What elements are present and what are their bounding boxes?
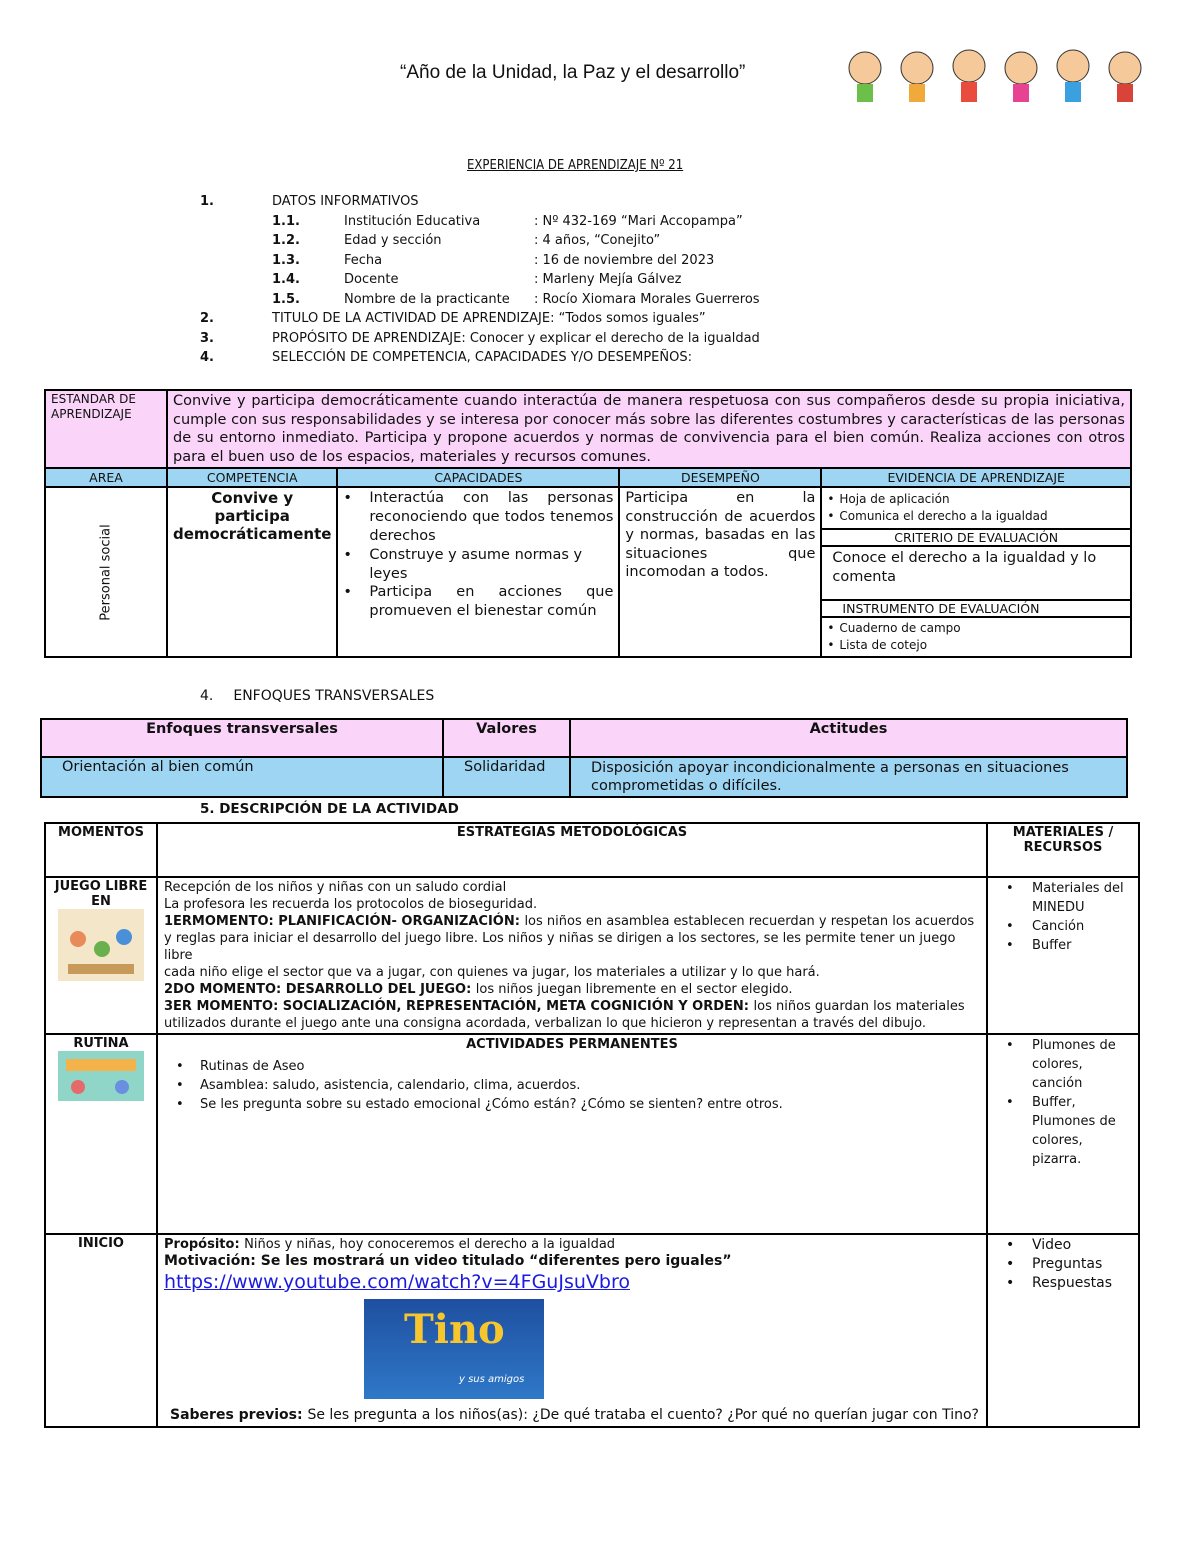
moment-2-text: los niños juegan libremente en el sector elegido. xyxy=(475,982,793,997)
item-value: : Nº 432-169 “Mari Accopampa” xyxy=(534,213,743,229)
capacidad-item: • Interactúa con las personas reconociendo que todos tenemos derechos xyxy=(343,489,613,546)
inicio-row xyxy=(45,1234,1139,1427)
item-number: 1.2. xyxy=(272,233,300,248)
moment-label: INICIO xyxy=(45,1234,157,1427)
item-value: : Rocío Xiomara Morales Guerreros xyxy=(534,291,760,307)
header-materiales: MATERIALES / RECURSOS xyxy=(987,823,1139,877)
desempeno-cell: Participa en la construcción de acuerdos y normas, basadas en las situaciones que incomodan a todos. xyxy=(619,487,821,657)
moment-cell xyxy=(45,877,157,1034)
year-motto: “Año de la Unidad, la Paz y el desarrollo” xyxy=(400,62,746,83)
motivacion-text: Motivación: Se les mostrará un video titulado “diferentes pero iguales” xyxy=(164,1253,732,1269)
evidencia-item: • Comunica el derecho a la igualdad xyxy=(827,508,1125,525)
capacidades-cell xyxy=(337,487,619,657)
materials-cell xyxy=(987,1234,1139,1427)
section-text: PROPÓSITO DE APRENDIZAJE: Conocer y explicar el derecho de la igualdad xyxy=(272,330,760,346)
section-number: 4. xyxy=(200,688,214,704)
moment-1-text: los niños en asamblea establecen recuerdan y respetan los acuerdos y reglas para iniciar el desarrollo del juego libre. Los niños y niñas se dirigen a los sectores, se les permite tener un juego libre xyxy=(164,914,975,963)
item-label: Institución Educativa xyxy=(344,213,481,229)
experience-title: EXPERIENCIA DE APRENDIZAJE Nº 21 xyxy=(467,158,684,173)
strategy-line: La profesora les recuerda los protocolos de bioseguridad. xyxy=(164,897,538,912)
rutina-row xyxy=(45,1034,1139,1234)
competencia-cell: Convive y participa democráticamente xyxy=(167,487,337,657)
enfoques-table xyxy=(40,718,1128,798)
video-thumbnail[interactable] xyxy=(364,1299,544,1399)
instrumento-label: INSTRUMENTO DE EVALUACIÓN xyxy=(822,599,1130,618)
standard-text: Convive y participa democráticamente cuando interactúa de manera respetuosa con sus compañeros desde su propia iniciativa, cumple con sus responsabilidades y se interesa por conocer más sobre las diferentes costumbres y características de las personas de su entorno inmediato. Participa y propone acuerdos y normas de convivencia para el bien común. Realiza acciones con otros para el buen uso de los espacios, materiales y recursos comunes. xyxy=(167,390,1131,468)
moment-label: RUTINA xyxy=(73,1036,129,1051)
material-item: • Preguntas xyxy=(1006,1255,1132,1274)
standard-label: ESTANDAR DE APRENDIZAJE xyxy=(45,390,167,468)
descripcion-table xyxy=(44,822,1140,1428)
header-competencia: COMPETENCIA xyxy=(167,468,337,487)
estrategias-cell xyxy=(157,1034,987,1234)
section-number: 3. xyxy=(200,330,214,346)
play-illustration xyxy=(58,909,144,981)
proposito-title: Propósito: xyxy=(164,1237,245,1252)
capacidad-item: • Construye y asume normas y leyes xyxy=(343,546,613,583)
children-illustration xyxy=(835,40,1155,118)
moment-1-tail: cada niño elige el sector que va a jugar, con quienes va jugar, los materiales a utilizar y lo que hará. xyxy=(164,965,820,980)
section-text: SELECCIÓN DE COMPETENCIA, CAPACIDADES Y/O DESEMPEÑOS: xyxy=(272,350,692,365)
item-number: 1.4. xyxy=(272,272,300,287)
material-item: • Buffer, Plumones de colores, pizarra. xyxy=(1006,1093,1132,1169)
standard-row xyxy=(45,390,1131,468)
routine-illustration xyxy=(58,1051,144,1101)
header-desempeno: DESEMPEÑO xyxy=(619,468,821,487)
criterio-text: Conoce el derecho a la igualdad y lo comenta xyxy=(832,550,1097,585)
section-number: 2. xyxy=(200,311,214,326)
moment-3-title: 3ER MOMENTO: SOCIALIZACIÓN, REPRESENTACIÓN, META COGNICIÓN Y ORDEN: xyxy=(164,999,754,1014)
item-label: Fecha xyxy=(344,252,383,268)
actitud-cell: Disposición apoyar incondicionalmente a personas en situaciones comprometidas o difíciles. xyxy=(570,757,1127,797)
header-enfoques: Enfoques transversales xyxy=(41,719,443,757)
saberes-title: Saberes previos: xyxy=(170,1407,308,1423)
rutina-item: • Asamblea: saludo, asistencia, calendario, clima, acuerdos. xyxy=(176,1076,980,1095)
item-number: 1.5. xyxy=(272,291,300,307)
enfoques-heading xyxy=(200,688,434,704)
estrategias-cell xyxy=(157,877,987,1034)
competence-table xyxy=(44,389,1132,658)
material-item: • Video xyxy=(1006,1236,1132,1255)
descripcion-header xyxy=(45,823,1139,877)
moment-label: JUEGO LIBRE EN xyxy=(54,879,148,909)
item-number: 1.3. xyxy=(272,252,300,268)
item-value: : 4 años, “Conejito” xyxy=(534,233,661,248)
moment-2-title: 2DO MOMENTO: DESARROLLO DEL JUEGO: xyxy=(164,982,476,997)
saberes-text: Se les pregunta a los niños(as): ¿De qué trataba el cuento? ¿Por qué no querían jugar con Tino? xyxy=(307,1407,979,1423)
section-title: DATOS INFORMATIVOS xyxy=(272,194,419,209)
instrumento-item: • Lista de cotejo xyxy=(827,637,1125,654)
valor-cell: Solidaridad xyxy=(443,757,570,797)
header-capacidades: CAPACIDADES xyxy=(337,468,619,487)
rutina-item: • Rutinas de Aseo xyxy=(176,1057,980,1076)
section-text: TITULO DE LA ACTIVIDAD DE APRENDIZAJE: “Todos somos iguales” xyxy=(272,311,706,326)
datos-informativos xyxy=(200,192,760,368)
enfoques-row xyxy=(41,757,1127,797)
item-number: 1.1. xyxy=(272,213,300,229)
moment-cell xyxy=(45,1034,157,1234)
header-row xyxy=(45,468,1131,487)
child-figure xyxy=(849,50,1141,102)
item-label: Edad y sección xyxy=(344,233,442,248)
material-item: • Canción xyxy=(1006,917,1132,936)
proposito-text: Niños y niñas, hoy conoceremos el derecho a la igualdad xyxy=(244,1237,616,1252)
header-momentos: MOMENTOS xyxy=(45,823,157,877)
area-cell xyxy=(45,487,167,657)
descripcion-heading: 5. DESCRIPCIÓN DE LA ACTIVIDAD xyxy=(200,801,459,817)
header-valores: Valores xyxy=(443,719,570,757)
materials-cell xyxy=(987,1034,1139,1234)
header-evidencia: EVIDENCIA DE APRENDIZAJE xyxy=(821,468,1131,487)
capacidad-item: • Participa en acciones que promueven el bienestar común xyxy=(343,583,613,621)
criterio-label: CRITERIO DE EVALUACIÓN xyxy=(822,528,1130,547)
video-title: Tino xyxy=(404,1306,505,1353)
juego-row xyxy=(45,877,1139,1034)
material-item: • Respuestas xyxy=(1006,1274,1132,1293)
item-label: Nombre de la practicante xyxy=(344,291,510,307)
evidencia-cell xyxy=(821,487,1131,657)
enfoques-header xyxy=(41,719,1127,757)
header-area: AREA xyxy=(45,468,167,487)
moment-3-text: los niños guardan los materiales utilizados durante el juego ante una consigna acordada, verbalizan lo que hicieron y representan a través del dibujo. xyxy=(164,999,965,1031)
enfoque-cell: Orientación al bien común xyxy=(41,757,443,797)
material-item: • Buffer xyxy=(1006,936,1132,955)
material-item: • Materiales del MINEDU xyxy=(1006,879,1132,917)
section-number: 4. xyxy=(200,350,214,365)
moment-1-title: 1ERMOMENTO: PLANIFICACIÓN- ORGANIZACIÓN: xyxy=(164,914,525,929)
item-value: : 16 de noviembre del 2023 xyxy=(534,252,715,268)
instrumento-item: • Cuaderno de campo xyxy=(827,620,1125,637)
item-label: Docente xyxy=(344,272,399,287)
header-estrategias: ESTRATEGIAS METODOLÓGICAS xyxy=(157,823,987,877)
header-actitudes: Actitudes xyxy=(570,719,1127,757)
estrategias-cell xyxy=(157,1234,987,1427)
section-number: 1. xyxy=(200,194,214,209)
area-label: Personal social xyxy=(98,523,114,621)
strategy-line: Recepción de los niños y niñas con un saludo cordial xyxy=(164,880,507,895)
materials-cell xyxy=(987,877,1139,1034)
section-title: ENFOQUES TRANSVERSALES xyxy=(233,688,435,704)
material-item: • Plumones de colores, canción xyxy=(1006,1036,1132,1093)
rutina-item: • Se les pregunta sobre su estado emocional ¿Cómo están? ¿Cómo se sienten? entre otros. xyxy=(176,1095,980,1114)
video-subtitle: y sus amigos xyxy=(459,1374,525,1385)
video-link[interactable]: https://www.youtube.com/watch?v=4FGuJsuVbro xyxy=(164,1271,630,1293)
rutina-heading: ACTIVIDADES PERMANENTES xyxy=(466,1037,678,1052)
evidencia-item: • Hoja de aplicación xyxy=(827,491,1125,508)
content-row xyxy=(45,487,1131,657)
item-value: : Marleny Mejía Gálvez xyxy=(534,272,682,287)
